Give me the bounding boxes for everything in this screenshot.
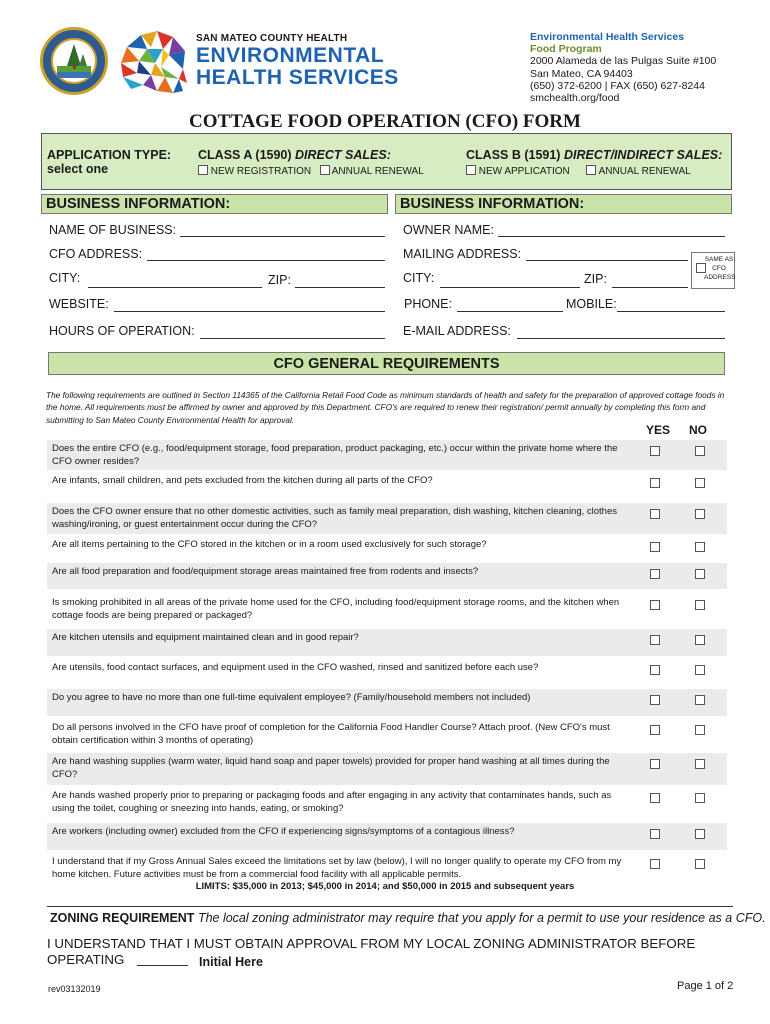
cfo-address-label: CFO ADDRESS: xyxy=(49,247,143,261)
requirement-row xyxy=(47,629,727,656)
class-b-heading xyxy=(466,148,722,162)
zoning-text: The local zoning administrator may require that you apply for a permit to use your residence as a CFO. xyxy=(197,911,766,925)
contact-dept: Environmental Health Services xyxy=(530,31,685,43)
mailing-address-field[interactable] xyxy=(526,260,688,261)
acknowledgement-line-1: I UNDERSTAND THAT I MUST OBTAIN APPROVAL FROM MY LOCAL ZONING ADMINISTRATOR BEFORE xyxy=(47,936,696,951)
mobile-field[interactable] xyxy=(617,311,725,312)
requirement-row xyxy=(47,472,727,501)
no-checkbox[interactable] xyxy=(695,695,705,705)
contact-program: Food Program xyxy=(530,43,602,56)
initial-here-label: Initial Here xyxy=(199,955,263,969)
business-name-label: NAME OF BUSINESS: xyxy=(49,223,177,237)
requirement-question: Do all persons involved in the CFO have proof of completion for the California Food Handler Course? Attach proof. (New CFO's must obtain certification within 3 months of operating) xyxy=(52,722,610,746)
app-type-label-2: select one xyxy=(47,162,109,176)
contact-website: smchealth.org/food xyxy=(530,92,620,105)
yes-checkbox[interactable] xyxy=(650,600,660,610)
page-number: Page 1 of 2 xyxy=(677,980,734,992)
requirement-question: Are utensils, food contact surfaces, and equipment used in the CFO washed, rinsed and sanitized before each use? xyxy=(52,662,539,673)
email-field[interactable] xyxy=(517,338,725,339)
email-label: E-MAIL ADDRESS: xyxy=(403,324,511,338)
application-type-box xyxy=(41,133,732,190)
class-b-italic: DIRECT/INDIRECT SALES: xyxy=(563,148,723,162)
class-a-options xyxy=(198,165,424,177)
no-checkbox[interactable] xyxy=(695,509,705,519)
cfo-zip-label: ZIP: xyxy=(268,273,291,287)
owner-name-field[interactable] xyxy=(498,236,725,237)
same-as-cfo-checkbox[interactable] xyxy=(696,263,706,273)
phone-label: PHONE: xyxy=(404,297,452,311)
contact-phone: (650) 372-6200 | FAX (650) 627-8244 xyxy=(530,79,705,92)
cfo-city-label: CITY: xyxy=(49,271,81,285)
mailing-city-label: CITY: xyxy=(403,271,435,285)
yes-checkbox[interactable] xyxy=(650,725,660,735)
requirement-question: Are kitchen utensils and equipment maintained clean and in good repair? xyxy=(52,632,359,643)
class-b-prefix: CLASS B (1591) xyxy=(466,148,564,162)
requirement-row xyxy=(47,823,727,850)
class-b-options xyxy=(466,165,691,177)
no-checkbox[interactable] xyxy=(695,446,705,456)
requirement-question: Do you agree to have no more than one full-time equivalent employee? (Family/household members not included) xyxy=(52,692,531,703)
no-checkbox[interactable] xyxy=(695,569,705,579)
requirement-question: Are hands washed properly prior to preparing or packaging foods and after engaging in any activity that contaminates hands, such as using the toilet, coughing or sneezing into hands, eating, or smoking? xyxy=(52,790,612,814)
no-column-header: NO xyxy=(689,423,707,437)
no-checkbox[interactable] xyxy=(695,665,705,675)
org-name-small: SAN MATEO COUNTY HEALTH xyxy=(196,33,348,44)
cfo-address-field[interactable] xyxy=(147,260,385,261)
no-checkbox[interactable] xyxy=(695,759,705,769)
new-application-label: NEW APPLICATION xyxy=(478,166,570,177)
requirement-question: Are workers (including owner) excluded from the CFO if experiencing signs/symptoms of a contagious illness? xyxy=(52,826,515,837)
cfo-city-field[interactable] xyxy=(88,287,262,288)
yes-checkbox[interactable] xyxy=(650,695,660,705)
requirement-row xyxy=(47,503,727,534)
yes-checkbox[interactable] xyxy=(650,569,660,579)
same-as-line-2: CFO xyxy=(712,265,726,272)
yes-checkbox[interactable] xyxy=(650,509,660,519)
requirement-row xyxy=(47,440,727,470)
same-as-line-1: SAME AS xyxy=(704,256,734,263)
no-checkbox[interactable] xyxy=(695,478,705,488)
yes-checkbox[interactable] xyxy=(650,793,660,803)
yes-column-header: YES xyxy=(646,423,671,437)
org-name-large xyxy=(196,45,399,89)
yes-checkbox[interactable] xyxy=(650,446,660,456)
mailing-zip-field[interactable] xyxy=(612,287,688,288)
zoning-acknowledgement xyxy=(47,936,695,967)
requirement-row xyxy=(47,689,727,716)
yes-checkbox[interactable] xyxy=(650,665,660,675)
sales-limits: LIMITS: $35,000 in 2013; $45,000 in 2014; and $50,000 in 2015 and subsequent years xyxy=(195,881,575,892)
no-checkbox[interactable] xyxy=(695,542,705,552)
operating-label: OPERATING xyxy=(47,951,125,967)
mobile-label: MOBILE: xyxy=(566,297,617,311)
requirement-row xyxy=(47,659,727,686)
zoning-requirement xyxy=(50,911,766,925)
zoning-title: ZONING REQUIREMENT xyxy=(50,911,195,925)
class-a-renewal-label: ANNUAL RENEWAL xyxy=(331,166,424,177)
new-application-checkbox[interactable] xyxy=(466,165,476,175)
owner-name-label: OWNER NAME: xyxy=(403,223,494,237)
phone-field[interactable] xyxy=(457,311,563,312)
requirement-row xyxy=(47,563,727,589)
org-name-line-1: ENVIRONMENTAL xyxy=(196,44,385,67)
requirement-row xyxy=(47,719,727,751)
requirement-row xyxy=(47,753,727,785)
requirements-header: CFO GENERAL REQUIREMENTS xyxy=(48,352,725,375)
website-field[interactable] xyxy=(114,311,385,312)
form-title: COTTAGE FOOD OPERATION (CFO) FORM xyxy=(189,111,581,132)
hours-field[interactable] xyxy=(200,338,385,339)
requirement-question: Are infants, small children, and pets excluded from the kitchen during all parts of the CFO? xyxy=(52,475,433,486)
business-info-header-right: BUSINESS INFORMATION: xyxy=(395,194,732,214)
app-type-label-1: APPLICATION TYPE: xyxy=(47,148,172,162)
mailing-zip-label: ZIP: xyxy=(584,272,607,286)
class-b-renewal-checkbox[interactable] xyxy=(586,165,596,175)
contact-street: 2000 Alameda de las Pulgas Suite #100 xyxy=(530,55,717,68)
contact-city: San Mateo, CA 94403 xyxy=(530,67,633,80)
requirements-intro: The following requirements are outlined in Section 114365 of the California Retail Food Code as minimum standards of health and safety for the preparation of approved cottage foods in the home. All requirements must be affirmed by owner and approved by this Department. CFO's are required to renew their registration/ permit annually by completing this form and submitting to San Mateo County Environmental Health for approval. xyxy=(46,390,725,425)
mailing-city-field[interactable] xyxy=(440,287,580,288)
yes-checkbox[interactable] xyxy=(650,829,660,839)
requirement-row xyxy=(47,594,727,626)
org-name-line-2: HEALTH SERVICES xyxy=(196,66,399,89)
class-a-prefix: CLASS A (1590) xyxy=(198,148,296,162)
no-checkbox[interactable] xyxy=(695,600,705,610)
requirement-question: Does the CFO owner ensure that no other domestic activities, such as family meal preparation, dish washing, kitchen cleaning, clothes washing/ironing, or guest entertainment occur during the CFO? xyxy=(52,506,618,530)
app-type-label xyxy=(47,148,171,176)
no-checkbox[interactable] xyxy=(695,725,705,735)
class-a-heading xyxy=(198,148,391,162)
yes-checkbox[interactable] xyxy=(650,759,660,769)
no-checkbox[interactable] xyxy=(695,793,705,803)
business-info-header-left: BUSINESS INFORMATION: xyxy=(41,194,388,214)
yes-checkbox[interactable] xyxy=(650,542,660,552)
requirement-question: Are all food preparation and food/equipment storage areas maintained free from rodents and insects? xyxy=(52,566,479,577)
yes-checkbox[interactable] xyxy=(650,859,660,869)
initial-field[interactable] xyxy=(137,965,188,966)
contact-block xyxy=(530,31,716,104)
class-b-renewal-label: ANNUAL RENEWAL xyxy=(598,166,691,177)
no-checkbox[interactable] xyxy=(695,859,705,869)
hours-label: HOURS OF OPERATION: xyxy=(49,324,195,338)
requirement-question: Are hand washing supplies (warm water, liquid hand soap and paper towels) provided for proper hand washing at all times during the CFO? xyxy=(52,756,610,780)
class-a-renewal-checkbox[interactable] xyxy=(320,165,330,175)
ehs-mosaic-logo xyxy=(117,27,191,101)
no-checkbox[interactable] xyxy=(695,829,705,839)
cfo-zip-field[interactable] xyxy=(295,287,385,288)
requirement-question: Does the entire CFO (e.g., food/equipment storage, food preparation, product packaging, etc.) occur within the private home where the CFO owner resides? xyxy=(52,443,618,467)
mailing-address-label: MAILING ADDRESS: xyxy=(403,247,522,261)
new-registration-checkbox[interactable] xyxy=(198,165,208,175)
mosaic-logo-graphic xyxy=(117,27,191,101)
seal-emblem-graphic xyxy=(43,30,108,95)
class-a-italic: DIRECT SALES: xyxy=(295,148,391,162)
yes-checkbox[interactable] xyxy=(650,478,660,488)
requirement-row xyxy=(47,536,727,561)
no-checkbox[interactable] xyxy=(695,635,705,645)
requirement-row xyxy=(47,787,727,820)
county-seal-logo xyxy=(40,27,108,95)
requirement-question: I understand that if my Gross Annual Sales exceed the limitations set by law (below), I will no longer qualify to operate my CFO from my home kitchen. Future activities must be from a commercial food facility with all applicable permits. xyxy=(52,856,622,880)
yes-checkbox[interactable] xyxy=(650,635,660,645)
requirement-question: Is smoking prohibited in all areas of the private home used for the CFO, including food/equipment storage rooms, and the kitchen when cottage foods are being prepared or packaged? xyxy=(52,597,620,621)
requirement-question: Are all items pertaining to the CFO stored in the kitchen or in a room used exclusively for such storage? xyxy=(52,539,487,550)
same-as-line-3: ADDRESS xyxy=(704,274,736,281)
website-label: WEBSITE: xyxy=(49,297,109,311)
revision-code: rev03132019 xyxy=(48,984,101,994)
new-registration-label: NEW REGISTRATION xyxy=(210,166,312,177)
zoning-divider xyxy=(47,906,733,907)
business-name-field[interactable] xyxy=(180,236,385,237)
